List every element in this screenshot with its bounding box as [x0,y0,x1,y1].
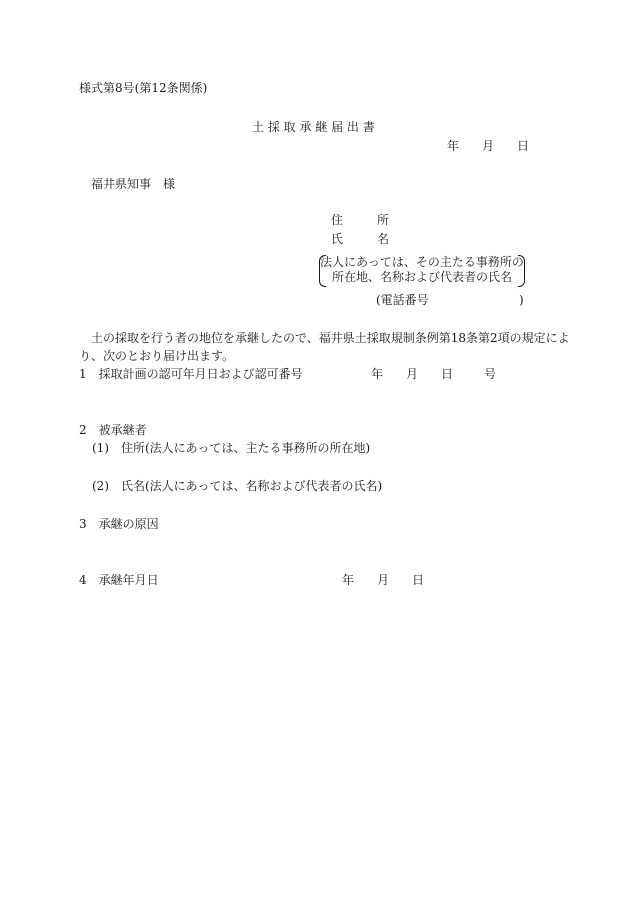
form-number: 様式第8号(第12条関係) [79,81,208,95]
body-line-1: 土の採取を行う者の地位を承継したので、福井県土採取規制条例第18条第2項の規定によ [91,331,570,345]
item-2-sub-1: (1) 住所(法人にあっては、主たる事務所の所在地) [92,441,371,455]
document-title: 土 採 取 承 継 届 出 書 [252,120,375,134]
item-1-day: 日 [441,367,454,381]
name-label-1: 氏 [331,232,344,246]
addressee: 福井県知事 様 [91,177,176,191]
item-1-number: 号 [484,367,497,381]
item-3-label: 3 承継の原因 [79,517,159,531]
date-day: 日 [517,139,530,153]
item-4-month: 月 [377,573,390,587]
item-1-label: 1 採取計画の認可年月日および認可番号 [79,367,303,381]
phone-close: ) [519,293,524,307]
corporate-note-line1: 法人にあっては、その主たる事務所の [320,255,524,269]
date-month: 月 [482,139,495,153]
item-2-label: 2 被承継者 [79,423,147,437]
phone-open: (電話番号 [376,293,429,307]
corporate-note-bracket [319,255,525,287]
address-label-2: 所 [377,213,390,227]
item-1-year: 年 [371,367,384,381]
corporate-note-line2: 所在地、名称および代表者の氏名 [331,270,512,284]
item-4-label: 4 承継年月日 [79,573,159,587]
date-year: 年 [447,139,460,153]
body-line-2: り、次のとおり届け出ます。 [79,349,235,363]
name-label-2: 名 [377,232,390,246]
item-4-year: 年 [342,573,355,587]
item-4-day: 日 [412,573,425,587]
item-1-month: 月 [406,367,419,381]
item-2-sub-2: (2) 氏名(法人にあっては、名称および代表者の氏名) [92,479,383,493]
address-label-1: 住 [331,213,344,227]
